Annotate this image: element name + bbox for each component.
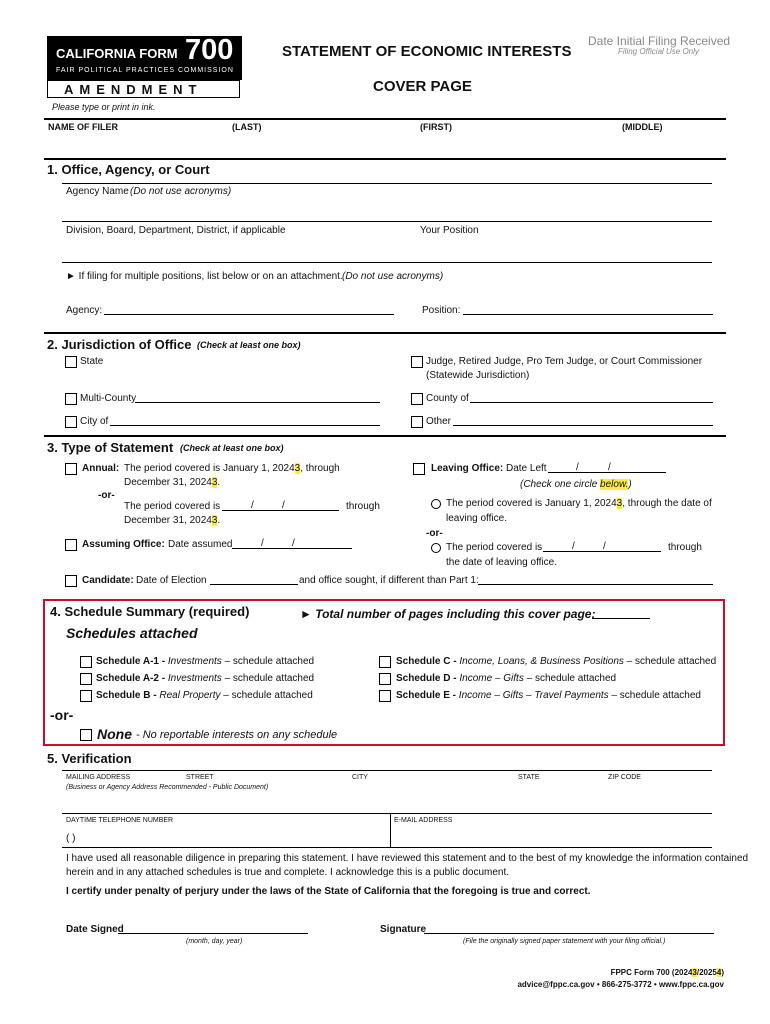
- multiple-positions-note: ► If filing for multiple positions, list below or on an attachment.: [66, 271, 343, 282]
- statement-text: I have used all reasonable diligence in preparing this statement. I have reviewed this statement and to the best of my knowledge the information contained: [66, 853, 749, 864]
- divider: [62, 183, 712, 184]
- email-label: E-MAIL ADDRESS: [394, 817, 453, 824]
- division-field[interactable]: [62, 240, 712, 260]
- certify-text: I certify under penalty of perjury under the laws of the State of California that the foregoing is true and correct.: [66, 886, 591, 897]
- section-2-note: (Check at least one box): [197, 340, 301, 350]
- judge-label: Judge, Retired Judge, Pro Tem Judge, or Court Commissioner: [426, 356, 703, 367]
- state-checkbox[interactable]: [65, 356, 77, 368]
- city-checkbox[interactable]: [65, 416, 77, 428]
- period-december: December 31, 20243.: [124, 515, 221, 526]
- county-checkbox[interactable]: [411, 393, 423, 405]
- leaving-date-text: the date of leaving office.: [446, 557, 558, 568]
- form-title-block: [47, 36, 242, 80]
- date-slash: /: [261, 538, 264, 549]
- schedule-d-label: Schedule D - Income – Gifts – schedule attached: [396, 673, 617, 684]
- phone-label: DAYTIME TELEPHONE NUMBER: [66, 817, 174, 824]
- date-left-label: Date Left: [506, 463, 547, 474]
- form-label: CALIFORNIA FORM: [56, 46, 178, 61]
- agency-name-label: Agency Name: [66, 186, 129, 197]
- statewide-label: (Statewide Jurisdiction): [426, 370, 530, 381]
- state-label: State: [80, 356, 104, 367]
- schedule-e-label: Schedule E - Income – Gifts – Travel Payments – schedule attached: [396, 690, 701, 701]
- schedule-a1-label: Schedule A-1 - Investments – schedule attached: [96, 656, 315, 667]
- none-description: - No reportable interests on any schedule: [136, 729, 338, 741]
- divider: [62, 221, 712, 222]
- date-slash: /: [608, 462, 611, 473]
- schedule-a2-label: Schedule A-2 - Investments – schedule attached: [96, 673, 315, 684]
- signature-hint: (File the originally signed paper statement with your filing official.): [463, 938, 666, 945]
- candidate-label: Candidate:: [82, 575, 134, 586]
- through-label: through: [346, 501, 380, 512]
- none-label: None: [97, 726, 132, 742]
- section-1-title: 1. Office, Agency, or Court: [47, 162, 210, 177]
- divider: [44, 118, 726, 120]
- footer-contact: advice@fppc.ca.gov • 866-275-3772 • www.fppc.ca.gov: [517, 980, 724, 989]
- divider: [44, 158, 726, 160]
- your-position-label: Your Position: [420, 225, 479, 236]
- leaving-period-1: The period covered is January 1, 20243, through the date of: [446, 498, 712, 509]
- annual-checkbox[interactable]: [65, 463, 77, 475]
- date-slash: /: [282, 500, 285, 511]
- through-label-2: through: [668, 542, 702, 553]
- schedule-a1-checkbox[interactable]: [80, 656, 92, 668]
- divider: [390, 813, 391, 847]
- position-field[interactable]: [463, 314, 713, 315]
- position-label: Position:: [422, 305, 461, 316]
- date-slash: /: [251, 500, 254, 511]
- county-field[interactable]: [470, 402, 713, 403]
- assuming-label: Assuming Office:: [82, 539, 165, 550]
- state-label-5: STATE: [518, 774, 540, 781]
- divider: [62, 262, 712, 263]
- divider: [62, 813, 712, 814]
- form-header-box: [47, 36, 242, 100]
- date-received-label: Date Initial Filing Received: [588, 34, 731, 48]
- check-one-note: (Check one circle below.): [520, 479, 632, 490]
- footer-form-version: FPPC Form 700 (20243/20254): [610, 968, 724, 977]
- section-5-title: 5. Verification: [47, 751, 132, 766]
- leaving-period-field[interactable]: [543, 551, 661, 552]
- or-label-2: -or-: [426, 528, 443, 539]
- schedule-c-label: Schedule C - Income, Loans, & Business Positions – schedule attached: [396, 656, 717, 667]
- city-label-5: CITY: [352, 774, 368, 781]
- candidate-checkbox[interactable]: [65, 575, 77, 587]
- date-slash: /: [576, 462, 579, 473]
- election-date-field[interactable]: [210, 584, 298, 585]
- mailing-address-label: MAILING ADDRESS: [66, 774, 131, 781]
- commission-name: FAIR POLITICAL PRACTICES COMMISSION: [56, 67, 234, 74]
- filer-middle-label: (MIDDLE): [622, 122, 663, 132]
- total-pages-field[interactable]: [592, 618, 650, 619]
- none-checkbox[interactable]: [80, 729, 92, 741]
- amendment-label: AMENDMENT: [47, 80, 240, 98]
- section-3-note: (Check at least one box): [180, 443, 284, 453]
- page-subtitle: COVER PAGE: [373, 78, 472, 95]
- leaving-radio-1[interactable]: [431, 499, 441, 509]
- schedule-c-checkbox[interactable]: [379, 656, 391, 668]
- agency-name-note: (Do not use acronyms): [130, 186, 232, 197]
- multiple-positions-acronym-note: (Do not use acronyms): [342, 271, 444, 282]
- divider: [44, 332, 726, 334]
- zip-label: ZIP CODE: [608, 774, 641, 781]
- section-3-title: 3. Type of Statement: [47, 440, 174, 455]
- filer-last-label: (LAST): [232, 122, 262, 132]
- or-label-3: -or-: [50, 707, 74, 723]
- leaving-radio-2[interactable]: [431, 543, 441, 553]
- date-hint: (month, day, year): [186, 938, 243, 945]
- office-sought-label: and office sought, if different than Part 1:: [299, 575, 479, 586]
- leaving-period-2: The period covered is: [446, 542, 543, 553]
- signature-label: Signature: [380, 924, 427, 935]
- date-assumed-label: Date assumed: [168, 539, 233, 550]
- agency-field[interactable]: [104, 314, 394, 315]
- section-4-title: 4. Schedule Summary (required): [50, 604, 250, 619]
- period-start-field[interactable]: [222, 510, 339, 511]
- date-left-field[interactable]: [548, 472, 666, 473]
- total-pages-label: ► Total number of pages including this cover page:: [300, 607, 596, 621]
- schedules-attached-label: Schedules attached: [66, 625, 198, 641]
- other-field[interactable]: [453, 425, 713, 426]
- county-label: County of: [426, 393, 469, 404]
- divider: [62, 770, 712, 771]
- filer-name-field[interactable]: [48, 134, 718, 154]
- date-signed-field[interactable]: [118, 933, 308, 934]
- multi-county-checkbox[interactable]: [65, 393, 77, 405]
- instructions: Please type or print in ink.: [52, 102, 156, 112]
- judge-checkbox[interactable]: [411, 356, 423, 368]
- divider: [62, 847, 712, 848]
- email-field[interactable]: [394, 828, 710, 846]
- leaving-label: Leaving Office:: [431, 463, 504, 474]
- city-label: City of: [80, 416, 109, 427]
- phone-field[interactable]: ( ): [66, 833, 76, 844]
- date-signed-label: Date Signed: [66, 924, 124, 935]
- date-slash: /: [572, 541, 575, 552]
- date-slash: /: [292, 538, 295, 549]
- date-slash: /: [603, 541, 606, 552]
- city-field[interactable]: [110, 425, 380, 426]
- mailing-address-field[interactable]: [62, 794, 712, 812]
- schedule-a2-checkbox[interactable]: [80, 673, 92, 685]
- street-label: STREET: [186, 774, 214, 781]
- or-label: -or-: [98, 490, 115, 501]
- leaving-office-text: leaving office.: [446, 513, 507, 524]
- assuming-checkbox[interactable]: [65, 539, 77, 551]
- filer-first-label: (FIRST): [420, 122, 452, 132]
- statement-text-2: herein and in any attached schedules is true and complete. I acknowledge this is a public document.: [66, 867, 510, 878]
- period-covered-label: The period covered is: [124, 501, 221, 512]
- schedule-d-checkbox[interactable]: [379, 673, 391, 685]
- form-number: 700: [185, 34, 234, 66]
- agency-label: Agency:: [66, 305, 103, 316]
- multi-county-field[interactable]: [135, 402, 380, 403]
- leaving-checkbox[interactable]: [413, 463, 425, 475]
- annual-december: December 31, 20243.: [124, 477, 221, 488]
- other-label: Other: [426, 416, 452, 427]
- official-use-label: Filing Official Use Only: [618, 47, 699, 56]
- filer-name-label: NAME OF FILER: [48, 122, 118, 132]
- division-label: Division, Board, Department, District, if applicable: [66, 225, 286, 236]
- signature-field[interactable]: [424, 933, 714, 934]
- office-sought-field[interactable]: [478, 584, 713, 585]
- section-2-title: 2. Jurisdiction of Office: [47, 337, 192, 352]
- multi-county-label: Multi-County: [80, 393, 137, 404]
- annual-label: Annual:: [82, 463, 120, 474]
- schedule-e-checkbox[interactable]: [379, 690, 391, 702]
- other-checkbox[interactable]: [411, 416, 423, 428]
- schedule-b-label: Schedule B - Real Property – schedule attached: [96, 690, 313, 701]
- divider: [44, 435, 726, 437]
- election-label: Date of Election: [136, 575, 207, 586]
- schedule-b-checkbox[interactable]: [80, 690, 92, 702]
- agency-name-field[interactable]: [62, 200, 712, 220]
- annual-period: The period covered is January 1, 20243, through: [124, 463, 340, 474]
- mailing-note: (Business or Agency Address Recommended - Public Document): [66, 784, 269, 791]
- page-title: STATEMENT OF ECONOMIC INTERESTS: [282, 43, 572, 60]
